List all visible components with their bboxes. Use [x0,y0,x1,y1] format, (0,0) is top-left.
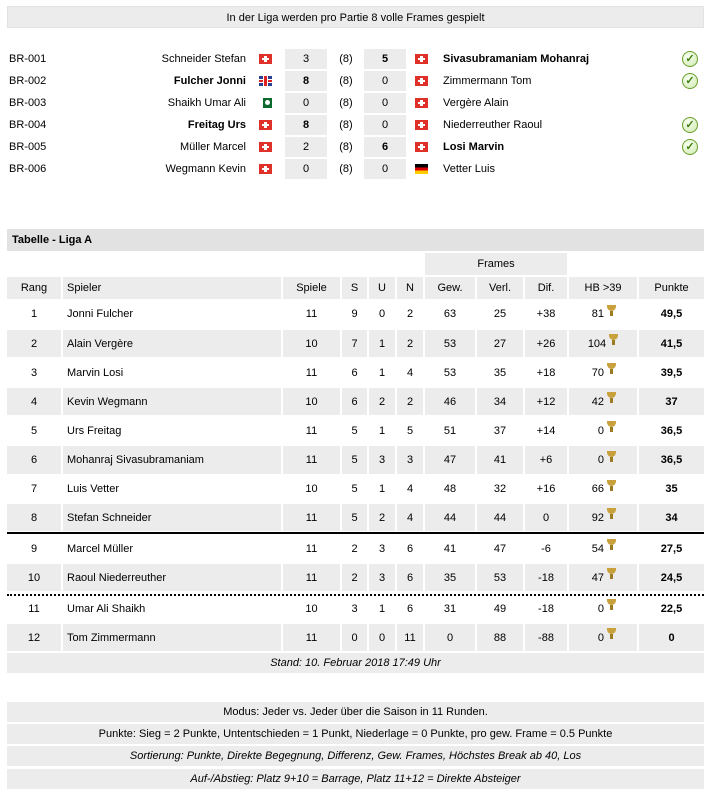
header-dif: Dif. [525,277,567,299]
header-gew: Gew. [425,277,475,299]
checkmark-icon: ✓ [682,117,698,133]
cell-dif: -6 [525,535,567,562]
footer-sortierung: Sortierung: Punkte, Direkte Begegnung, Differenz, Gew. Frames, Höchstes Break ab 40, Los [7,746,704,766]
cell-spieler: Jonni Fulcher [63,300,281,328]
cell-u: 1 [369,476,395,502]
cell-hb [569,595,637,622]
cell-dif: +16 [525,476,567,502]
frames-group-header: Frames [425,253,567,275]
home-score: 2 [285,137,327,157]
cell-dif: -88 [525,624,567,651]
cell-n: 11 [397,624,423,651]
home-player: Wegmann Kevin [165,163,246,175]
cell-verl: 35 [477,359,523,386]
header-spiele: Spiele [283,277,340,299]
checkmark-icon: ✓ [682,73,698,89]
home-player: Schneider Stefan [161,53,246,65]
hb-value: 42 [591,395,604,408]
trophy-icon [607,363,616,374]
cell-spiele: 11 [283,446,340,474]
cell-rang: 4 [7,388,61,415]
cell-s: 6 [342,388,367,415]
stand-timestamp: Stand: 10. Februar 2018 17:49 Uhr [7,653,704,673]
swiss-flag-icon [415,142,428,152]
cell-spieler: Umar Ali Shaikh [63,595,281,622]
table-header-row [7,277,704,299]
cell-n: 3 [397,446,423,474]
trophy-icon [607,539,616,550]
cell-gew: 63 [425,300,475,328]
cell-dif: +6 [525,446,567,474]
cell-spieler: Stefan Schneider [63,504,281,531]
cell-hb [569,535,637,562]
checkmark-icon: ✓ [682,51,698,67]
hb-value: 0 [597,602,604,615]
away-player: Losi Marvin [443,141,505,153]
cell-punkte: 27,5 [639,535,704,562]
cell-spiele: 11 [283,624,340,651]
match-code: BR-006 [9,163,47,175]
cell-gew: 53 [425,330,475,357]
away-player: Niederreuther Raoul [443,119,543,131]
header-rang: Rang [7,277,61,299]
trophy-icon [607,392,616,403]
trophy-icon [607,628,616,639]
away-score: 6 [364,137,406,157]
table-row [7,446,704,474]
cell-spiele: 11 [283,504,340,531]
cell-n: 6 [397,564,423,591]
cell-verl: 37 [477,417,523,444]
cell-punkte: 37 [639,388,704,415]
cell-verl: 34 [477,388,523,415]
cell-gew: 48 [425,476,475,502]
pakistan-flag-icon [259,98,272,108]
cell-hb [569,504,637,531]
cell-gew: 51 [425,417,475,444]
cell-punkte: 34 [639,504,704,531]
swiss-flag-icon [259,164,272,174]
cell-s: 2 [342,535,367,562]
cell-rang: 7 [7,476,61,502]
cell-gew: 35 [425,564,475,591]
cell-n: 2 [397,330,423,357]
cell-punkte: 49,5 [639,300,704,328]
cell-s: 5 [342,417,367,444]
cell-rang: 5 [7,417,61,444]
match-row [0,70,710,92]
frames-count: (8) [339,141,353,153]
home-score: 3 [285,49,327,69]
cell-u: 1 [369,595,395,622]
hb-value: 0 [597,454,604,466]
trophy-icon [607,451,616,462]
cell-hb [569,300,637,328]
swiss-flag-icon [259,54,272,64]
cell-hb [569,624,637,651]
cell-punkte: 41,5 [639,330,704,357]
cell-n: 6 [397,595,423,622]
cell-spiele: 11 [283,359,340,386]
cell-spieler: Mohanraj Sivasubramaniam [63,446,281,474]
cell-hb [569,417,637,444]
cell-gew: 0 [425,624,475,651]
away-score: 0 [364,159,406,179]
footer-punkte: Punkte: Sieg = 2 Punkte, Untentschieden = 1 Punkt, Niederlage = 0 Punkte, pro gew. Frame = 0.5 Punkte [7,724,704,744]
home-player: Müller Marcel [179,141,246,153]
cell-dif: +38 [525,300,567,328]
swiss-flag-icon [415,120,428,130]
cell-s: 5 [342,446,367,474]
swiss-flag-icon [259,142,272,152]
away-score: 0 [364,115,406,135]
footer-modus: Modus: Jeder vs. Jeder über die Saison in 11 Runden. [7,702,704,722]
cell-hb [569,388,637,415]
header-verl: Verl. [477,277,523,299]
cell-punkte: 24,5 [639,564,704,591]
trophy-icon [607,568,616,579]
trophy-icon [607,599,616,610]
cell-verl: 53 [477,564,523,591]
match-code: BR-001 [9,53,47,65]
header-spieler: Spieler [63,277,281,299]
cell-n: 5 [397,417,423,444]
match-row [0,158,710,180]
cell-n: 2 [397,388,423,415]
cell-punkte: 36,5 [639,446,704,474]
home-score: 0 [285,159,327,179]
cell-dif: -18 [525,595,567,622]
cell-dif: -18 [525,564,567,591]
home-player: Shaikh Umar Ali [167,97,246,109]
league-info-bar: In der Liga werden pro Partie 8 volle Frames gespielt [7,6,704,28]
table-row [7,624,704,651]
cell-spieler: Raoul Niederreuther [63,564,281,591]
cell-u: 1 [369,417,395,444]
away-score: 5 [364,49,406,69]
match-code: BR-005 [9,141,47,153]
cell-spieler: Luis Vetter [63,476,281,502]
table-row [7,504,704,531]
trophy-icon [607,508,616,519]
cell-spiele: 10 [283,476,340,502]
relegation-separator [7,594,704,596]
table-row [7,595,704,622]
frames-count: (8) [339,119,353,131]
away-player: Sivasubramaniam Mohanraj [443,53,590,65]
hb-value: 66 [591,483,604,495]
cell-u: 3 [369,446,395,474]
frames-count: (8) [339,75,353,87]
cell-verl: 32 [477,476,523,502]
cell-s: 0 [342,624,367,651]
cell-verl: 47 [477,535,523,562]
cell-punkte: 0 [639,624,704,651]
cell-s: 5 [342,476,367,502]
match-row [0,92,710,114]
cell-spieler: Alain Vergère [63,330,281,357]
match-code: BR-004 [9,119,47,131]
table-row [7,476,704,502]
header-n: N [397,277,423,299]
cell-verl: 25 [477,300,523,328]
away-score: 0 [364,71,406,91]
cell-s: 7 [342,330,367,357]
cell-n: 4 [397,476,423,502]
cell-gew: 46 [425,388,475,415]
hb-value: 81 [591,308,604,320]
cell-u: 0 [369,300,395,328]
hb-value: 0 [597,631,604,644]
cell-spiele: 10 [283,388,340,415]
cell-verl: 49 [477,595,523,622]
cell-hb [569,446,637,474]
cell-rang: 12 [7,624,61,651]
cell-rang: 3 [7,359,61,386]
cell-rang: 9 [7,535,61,562]
cell-gew: 44 [425,504,475,531]
cell-spiele: 10 [283,330,340,357]
home-score: 0 [285,93,327,113]
cell-n: 4 [397,359,423,386]
match-code: BR-002 [9,75,47,87]
table-row [7,564,704,591]
cell-gew: 53 [425,359,475,386]
cell-verl: 88 [477,624,523,651]
home-score: 8 [285,71,327,91]
home-player: Freitag Urs [187,119,246,131]
cell-punkte: 39,5 [639,359,704,386]
cell-hb [569,476,637,502]
cell-hb [569,330,637,357]
hb-value: 54 [591,542,604,555]
cell-dif: 0 [525,504,567,531]
table-row [7,535,704,562]
cell-hb [569,359,637,386]
home-player: Fulcher Jonni [173,75,246,87]
cell-rang: 8 [7,504,61,531]
trophy-icon [609,334,618,345]
swiss-flag-icon [415,98,428,108]
cell-s: 2 [342,564,367,591]
table-row [7,330,704,357]
match-code: BR-003 [9,97,47,109]
cell-spiele: 11 [283,564,340,591]
cell-spieler: Kevin Wegmann [63,388,281,415]
cell-verl: 27 [477,330,523,357]
frames-count: (8) [339,163,353,175]
hb-value: 70 [591,366,604,379]
cell-n: 4 [397,504,423,531]
cell-spieler: Tom Zimmermann [63,624,281,651]
table-row [7,300,704,328]
cell-rang: 11 [7,595,61,622]
cell-gew: 31 [425,595,475,622]
table-row [7,417,704,444]
cell-n: 2 [397,300,423,328]
match-row [0,48,710,70]
trophy-icon [607,480,616,491]
away-player: Vergère Alain [443,97,509,109]
away-player: Zimmermann Tom [443,75,532,87]
uk-flag-icon [259,76,272,86]
table-title: Tabelle - Liga A [7,229,704,251]
cell-s: 5 [342,504,367,531]
cell-s: 9 [342,300,367,328]
hb-value: 92 [591,511,604,524]
checkmark-icon: ✓ [682,139,698,155]
cell-spiele: 11 [283,417,340,444]
hb-value: 0 [597,424,604,437]
hb-value: 47 [591,571,604,584]
cell-hb [569,564,637,591]
cell-dif: +14 [525,417,567,444]
cell-gew: 41 [425,535,475,562]
swiss-flag-icon [415,76,428,86]
cell-n: 6 [397,535,423,562]
header-hb: HB >39 [569,277,637,299]
cell-spieler: Marvin Losi [63,359,281,386]
cell-rang: 2 [7,330,61,357]
cell-spiele: 11 [283,535,340,562]
header-punkte: Punkte [639,277,704,299]
cell-gew: 47 [425,446,475,474]
cell-u: 2 [369,504,395,531]
footer-aufabstieg: Auf-/Abstieg: Platz 9+10 = Barrage, Platz 11+12 = Direkte Absteiger [7,769,704,789]
cell-spiele: 10 [283,595,340,622]
cell-punkte: 22,5 [639,595,704,622]
table-row [7,388,704,415]
match-row [0,114,710,136]
cell-spieler: Marcel Müller [63,535,281,562]
cell-spieler: Urs Freitag [63,417,281,444]
swiss-flag-icon [259,120,272,130]
cell-u: 2 [369,388,395,415]
cell-u: 3 [369,564,395,591]
home-score: 8 [285,115,327,135]
header-u: U [369,277,395,299]
cell-u: 1 [369,359,395,386]
away-score: 0 [364,93,406,113]
german-flag-icon [415,164,428,174]
cell-u: 1 [369,330,395,357]
swiss-flag-icon [415,54,428,64]
cell-punkte: 36,5 [639,417,704,444]
cell-dif: +26 [525,330,567,357]
cell-rang: 6 [7,446,61,474]
cell-spiele: 11 [283,300,340,328]
match-row [0,136,710,158]
cell-u: 3 [369,535,395,562]
header-s: S [342,277,367,299]
cell-s: 3 [342,595,367,622]
cell-rang: 10 [7,564,61,591]
hb-value: 104 [587,337,607,350]
cell-rang: 1 [7,300,61,328]
frames-count: (8) [339,53,353,65]
cell-s: 6 [342,359,367,386]
cell-dif: +12 [525,388,567,415]
barrage-separator [7,532,704,534]
cell-verl: 41 [477,446,523,474]
trophy-icon [607,421,616,432]
cell-u: 0 [369,624,395,651]
cell-punkte: 35 [639,476,704,502]
away-player: Vetter Luis [443,163,495,175]
table-row [7,359,704,386]
cell-verl: 44 [477,504,523,531]
frames-count: (8) [339,97,353,109]
cell-dif: +18 [525,359,567,386]
trophy-icon [607,305,616,316]
